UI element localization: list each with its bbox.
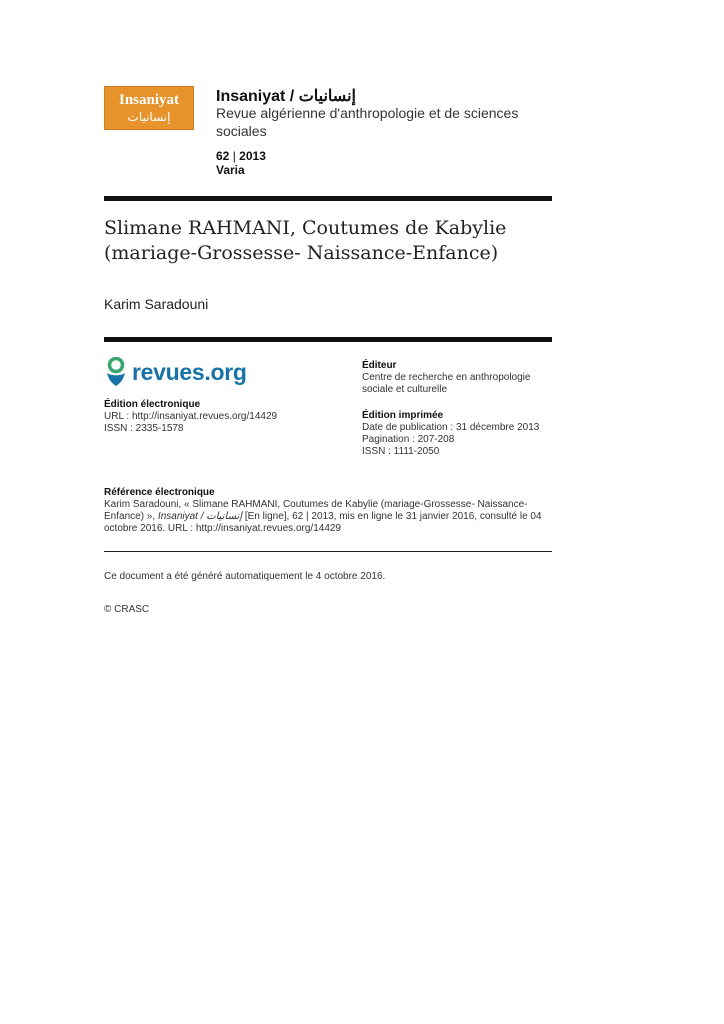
reference-text-2: [En ligne], 62 | 2013, mis en ligne le 31 janvier 2016, consulté le 04 octobre 2016. URL : http://insaniyat.revues.org/14429: [104, 511, 542, 534]
edition-imprimee-heading: Édition imprimée: [362, 410, 444, 421]
edition-electronique: [104, 399, 277, 435]
article-title: Slimane RAHMANI, Coutumes de Kabylie (mariage-Grossesse- Naissance-Enfance): [104, 217, 507, 264]
journal-logo-latin: Insaniyat: [118, 92, 180, 108]
edition-electronique-issn: ISSN : 2335-1578: [104, 423, 184, 434]
edition-imprimee-pagination: Pagination : 207-208: [362, 434, 455, 445]
issue-info: [216, 149, 266, 163]
issue-year: 2013: [239, 149, 266, 163]
revues-pin-icon: [104, 357, 128, 387]
editeur-name: Centre de recherche en anthropologie sociale et culturelle: [362, 372, 531, 395]
reference-electronique: [104, 487, 552, 535]
edition-imprimee-date: Date de publication : 31 décembre 2013: [362, 422, 540, 433]
reference-heading: Référence électronique: [104, 487, 215, 498]
header-divider: [104, 196, 552, 201]
edition-electronique-url[interactable]: URL : http://insaniyat.revues.org/14429: [104, 411, 278, 422]
edition-imprimee-issn: ISSN : 1111-2050: [362, 446, 440, 457]
journal-subtitle: Revue algérienne d'anthropologie et de sciences sociales: [216, 105, 519, 139]
reference-journal: Insaniyat / إنسانيات: [157, 511, 243, 522]
journal-logo: [104, 86, 194, 130]
issue-section: Varia: [216, 163, 245, 177]
revues-org-logo: [104, 357, 247, 387]
editeur: [362, 360, 552, 396]
article-author: Karim Saradouni: [104, 296, 209, 312]
copyright: © CRASC: [104, 604, 150, 615]
revues-org-text: revues.org: [132, 358, 247, 385]
reference-text-1: Karim Saradouni, « Slimane RAHMANI, Coutumes de Kabylie (mariage-Grossesse- Naissance-Enfance) »,: [104, 499, 528, 522]
meta-divider: [104, 337, 552, 342]
reference-divider: [104, 551, 552, 552]
journal-title: Insaniyat / إنسانيات: [216, 88, 356, 105]
issue-separator: |: [232, 149, 236, 163]
editeur-heading: Éditeur: [362, 360, 397, 371]
journal-logo-arabic: إنسانيات: [127, 110, 171, 124]
edition-electronique-heading: Édition électronique: [104, 399, 201, 410]
generated-note: Ce document a été généré automatiquement le 4 octobre 2016.: [104, 571, 386, 582]
edition-imprimee: [362, 410, 552, 458]
issue-number: 62: [216, 149, 230, 163]
